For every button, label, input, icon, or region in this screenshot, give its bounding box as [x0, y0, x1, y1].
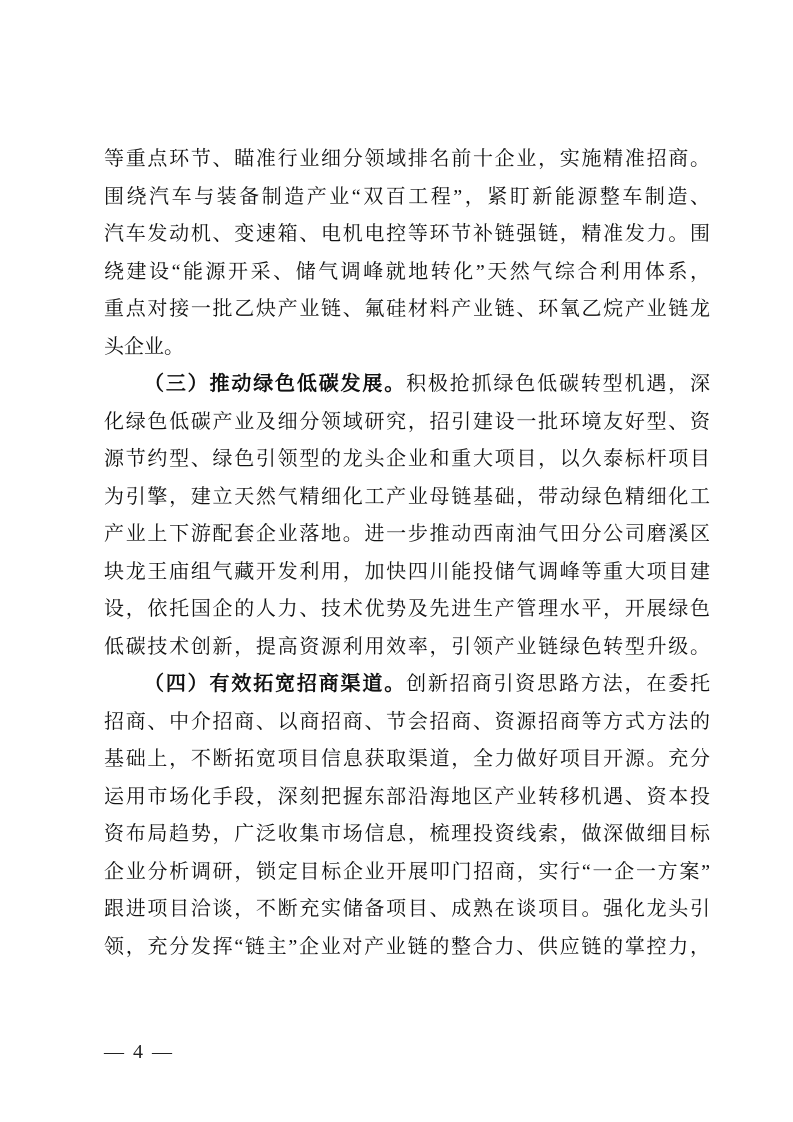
- text-line: 跟进项目洽谈，不断充实储备项目、成熟在谈项目。强化龙头引: [104, 898, 710, 920]
- section-heading-line: [104, 666, 710, 704]
- paragraph-1: [104, 141, 710, 366]
- text-line: 源节约型、绿色引领型的龙头企业和重大项目，以久泰标杆项目: [104, 448, 710, 470]
- page-number: — 4 —: [104, 1041, 174, 1063]
- text-line: 基础上，不断拓宽项目信息获取渠道，全力做好项目开源。充分: [104, 748, 710, 770]
- text-line: 领，充分发挥“链主”企业对产业链的整合力、供应链的掌控力，: [104, 935, 710, 958]
- text-line: 化绿色低碳产业及细分领域研究，招引建设一批环境友好型、资: [104, 410, 710, 433]
- text-line: 重点对接一批乙炔产业链、氟硅材料产业链、环氧乙烷产业链龙: [104, 298, 710, 320]
- section-heading-line: [104, 366, 710, 404]
- section-3-heading-tail: 积极抢抓绿色低碳转型机遇，深: [406, 373, 710, 395]
- text-line: 块龙王庙组气藏开发利用，加快四川能投储气调峰等重大项目建: [104, 560, 710, 583]
- text-line: 头企业。: [104, 335, 184, 358]
- text-line: 汽车发动机、变速箱、电机电控等环节补链强链，精准发力。围: [104, 223, 710, 245]
- text-line: 运用市场化手段，深刻把握东部沿海地区产业转移机遇、资本投: [104, 785, 710, 808]
- text-line: 绕建设“能源开采、储气调峰就地转化”天然气综合利用体系，: [104, 260, 710, 283]
- text-line: 围绕汽车与装备制造产业“双百工程”，紧盯新能源整车制造、: [104, 185, 710, 208]
- footer: [104, 1041, 174, 1063]
- text-line: 为引擎，建立天然气精细化工产业母链基础，带动绿色精细化工: [104, 485, 710, 508]
- text-line: 企业分析调研，锁定目标企业开展叩门招商，实行“一企一方案”: [104, 860, 710, 883]
- section-3-heading: （三）推动绿色低碳发展。: [144, 373, 407, 395]
- text-content-area: [104, 141, 710, 966]
- section-4-heading-tail: 创新招商引资思路方法，在委托: [406, 673, 710, 695]
- section-4-heading: （四）有效拓宽招商渠道。: [144, 673, 407, 695]
- text-line: 低碳技术创新，提高资源利用效率，引领产业链绿色转型升级。: [104, 635, 710, 658]
- text-line: 资布局趋势，广泛收集市场信息，梳理投资线索，做深做细目标: [104, 823, 710, 845]
- text-line: 产业上下游配套企业落地。进一步推动西南油气田分公司磨溪区: [104, 523, 710, 545]
- paragraph-2: [104, 366, 710, 666]
- text-line: 等重点环节、瞄准行业细分领域排名前十企业，实施精准招商。: [104, 148, 710, 170]
- text-line: 招商、中介招商、以商招商、节会招商、资源招商等方式方法的: [104, 710, 710, 733]
- paragraph-3: [104, 666, 710, 966]
- text-line: 设，依托国企的人力、技术优势及先进生产管理水平，开展绿色: [104, 598, 710, 620]
